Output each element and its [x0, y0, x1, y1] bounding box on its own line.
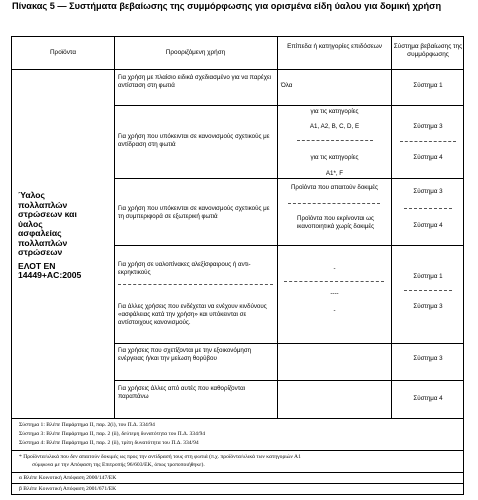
- footnote-system-3: Σύστημα 3: Βλέπε Παράρτημα ΙΙ, παρ. 2 (ii), δεύτερη δυνατότητα του Π.Δ. 334/94: [19, 431, 206, 437]
- product-cell: [18, 191, 86, 281]
- row1-system: Σύστημα 1: [413, 82, 443, 89]
- footnotes: [11, 419, 464, 495]
- row3-system-b: Σύστημα 4: [413, 222, 443, 229]
- row2-system-a: Σύστημα 3: [413, 123, 443, 130]
- row4-level-b: -: [333, 307, 336, 314]
- row6-use: Για χρήσεις άλλες από αυτές που καθορίζονται παραπάνω: [118, 385, 246, 400]
- header-systems: Σύστημα βεβαίωσης της συμμόρφωσης: [393, 43, 463, 58]
- row6-system: Σύστημα 4: [413, 395, 443, 402]
- footnote-b: β Βλέπε Κοινοτική Απόφαση 2001/671/ΕΚ: [19, 486, 117, 492]
- row4-level-a: -: [333, 265, 336, 272]
- row2-system-b: Σύστημα 4: [413, 154, 443, 161]
- row4-use-b: Για άλλες χρήσεις που ενδέχεται να ενέχουν κινδύνους «ασφάλειας κατά την χρήση» και υπόκεινται σε αντίστοιχους κανονισμούς.: [118, 303, 267, 326]
- row3-level-a: Προϊόντα που απαιτούν δοκιμές: [290, 184, 379, 191]
- row2-level-b2: A1*, F: [325, 170, 344, 177]
- footnote-star-line-2: σύμφωνα με την Απόφαση της Επιτροπής 96/603/ΕΚ, όπως τροποποιήθηκε).: [32, 462, 205, 468]
- header-levels: Επίπεδα ή κατηγορίες επιδόσεων: [287, 43, 382, 50]
- row2-level-a2: A1, A2, B, C, D, E: [309, 123, 360, 130]
- table-header-row: [12, 37, 463, 70]
- row4-level-mid: ----: [330, 290, 339, 297]
- footnote-a: α Βλέπε Κοινοτική Απόφαση 2000/147/ΕΚ: [19, 475, 117, 481]
- row2-use: Για χρήση που υπόκεινται σε κανονισμούς σχετικούς με αντίδραση στη φωτιά: [118, 133, 270, 148]
- row3-system-a: Σύστημα 3: [413, 188, 443, 195]
- header-intended-use: Προοριζόμενη χρήση: [165, 49, 226, 56]
- product-name: Ύαλος πολλαπλών στρώσεων και ύαλος ασφαλείας πολλαπλών στρώσεων: [18, 190, 77, 257]
- conformity-table: [11, 36, 464, 419]
- product-standard: ΕΛΟΤ ΕΝ 14449+AC:2005: [18, 260, 82, 280]
- footnote-star-line-1: * Προϊόντα/υλικά που δεν απαιτούν δοκιμές ως προς την αντίδρασή τους στη φωτιά (π.χ. προϊόντα/υλικά των κατηγοριών Α1: [19, 454, 301, 460]
- row2-level-b1: για τις κατηγορίες: [310, 154, 359, 161]
- header-products: Προϊόντα: [49, 49, 77, 56]
- table-title: Πίνακας 5 — Συστήματα βεβαίωσης της συμμόρφωσης για ορισμένα είδη ύαλου για δομική χρήση: [12, 1, 442, 11]
- footnote-system-1: Σύστημα 1: Βλέπε Παράρτημα ΙΙ, παρ. 2(i), του Π.Δ. 334/94: [19, 422, 155, 428]
- row2-level-a1: για τις κατηγορίες: [310, 108, 359, 115]
- row1-level: Όλα: [281, 82, 293, 89]
- row4-system-b: Σύστημα 3: [413, 303, 443, 310]
- row3-level-b: Προϊόντα που εκρίνονται ως ικανοποιητικά χωρίς δοκιμές: [296, 215, 375, 230]
- footnote-system-4: Σύστημα 4: Βλέπε Παράρτημα ΙΙ, παρ. 2 (ii), τρίτη δυνατότητα του Π.Δ. 334/94: [19, 440, 199, 446]
- row1-use: Για χρήση με πλαίσιο ειδικά σχεδιασμένο για να παρέχει αντίσταση στη φωτιά: [118, 74, 272, 89]
- row5-system: Σύστημα 3: [413, 355, 443, 362]
- row5-use: Για χρήσεις που σχετίζονται με την εξοικονόμηση ενέργειας ή/και την μείωση θορύβου: [118, 347, 252, 362]
- row4-system-a: Σύστημα 1: [413, 273, 443, 280]
- row3-use: Για χρήση που υπόκεινται σε κανονισμούς σχετικούς με τη συμπεριφορά σε εξωτερική φωτιά: [118, 205, 270, 220]
- row4-use-a: Για χρήση σε υαλοπίνακες αλεξίσφαιρους ή αντι-εκρηκτικούς: [118, 261, 251, 276]
